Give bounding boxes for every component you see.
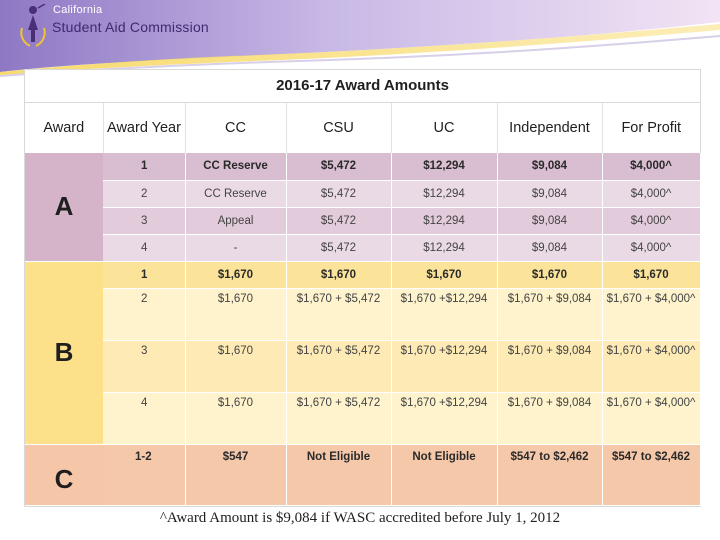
column-header-cc: CC xyxy=(185,102,286,153)
for-profit-cell: $4,000^ xyxy=(602,234,700,261)
for-profit-cell: $1,670 xyxy=(602,261,700,288)
table-row xyxy=(25,180,700,207)
independent-cell: $9,084 xyxy=(497,234,602,261)
independent-cell: $1,670 xyxy=(497,261,602,288)
table-header-row xyxy=(25,102,700,153)
table-row xyxy=(25,153,700,180)
award-table-container xyxy=(24,69,701,507)
table-row xyxy=(25,444,700,505)
independent-cell: $1,670 + $9,084 xyxy=(497,392,602,444)
csu-cell: $1,670 + $5,472 xyxy=(286,288,391,340)
cc-cell: - xyxy=(185,234,286,261)
column-header-award-year: Award Year xyxy=(103,102,185,153)
for-profit-cell: $1,670 + $4,000^ xyxy=(602,392,700,444)
uc-cell: $1,670 xyxy=(391,261,497,288)
uc-cell: $1,670 +$12,294 xyxy=(391,392,497,444)
award-year-cell: 3 xyxy=(103,207,185,234)
cc-cell: $1,670 xyxy=(185,261,286,288)
csu-cell: $5,472 xyxy=(286,180,391,207)
cc-cell: CC Reserve xyxy=(185,153,286,180)
award-label-b: B xyxy=(25,261,103,444)
cc-cell: CC Reserve xyxy=(185,180,286,207)
column-header-csu: CSU xyxy=(286,102,391,153)
table-row xyxy=(25,207,700,234)
column-header-uc: UC xyxy=(391,102,497,153)
uc-cell: $1,670 +$12,294 xyxy=(391,340,497,392)
cc-cell: $1,670 xyxy=(185,288,286,340)
uc-cell: Not Eligible xyxy=(391,444,497,505)
table-title-row xyxy=(25,70,700,102)
banner-swoosh xyxy=(0,0,720,80)
csu-cell: $1,670 + $5,472 xyxy=(286,392,391,444)
csu-cell: $1,670 xyxy=(286,261,391,288)
csu-cell: Not Eligible xyxy=(286,444,391,505)
table-row xyxy=(25,340,700,392)
award-year-cell: 3 xyxy=(103,340,185,392)
table-row xyxy=(25,288,700,340)
award-label-a: A xyxy=(25,153,103,261)
independent-cell: $9,084 xyxy=(497,153,602,180)
footnote: ^Award Amount is $9,084 if WASC accredited before July 1, 2012 xyxy=(159,510,561,526)
column-header-award: Award xyxy=(25,102,103,153)
award-year-cell: 1 xyxy=(103,261,185,288)
award-year-cell: 2 xyxy=(103,180,185,207)
column-header-for-profit: For Profit xyxy=(621,119,682,136)
for-profit-cell: $1,670 + $4,000^ xyxy=(602,288,700,340)
csu-cell: $5,472 xyxy=(286,207,391,234)
uc-cell: $12,294 xyxy=(391,207,497,234)
uc-cell: $1,670 +$12,294 xyxy=(391,288,497,340)
org-name-line2: Student Aid Commission xyxy=(52,19,209,35)
for-profit-cell: $4,000^ xyxy=(602,207,700,234)
uc-cell: $12,294 xyxy=(391,180,497,207)
independent-cell: $1,670 + $9,084 xyxy=(497,340,602,392)
csu-cell: $5,472 xyxy=(286,153,391,180)
award-year-cell: 1 xyxy=(103,153,185,180)
for-profit-cell: $4,000^ xyxy=(602,180,700,207)
uc-cell: $12,294 xyxy=(391,153,497,180)
header-banner xyxy=(0,0,720,80)
org-name-line1: California xyxy=(53,4,103,16)
independent-cell: $9,084 xyxy=(497,180,602,207)
column-header-independent: Independent xyxy=(497,102,602,153)
for-profit-cell: $547 to $2,462 xyxy=(602,444,700,505)
csu-cell: $5,472 xyxy=(286,234,391,261)
cc-cell: $1,670 xyxy=(185,392,286,444)
independent-cell: $547 to $2,462 xyxy=(497,444,602,505)
table-row xyxy=(25,234,700,261)
award-year-cell: 2 xyxy=(103,288,185,340)
award-year-cell: 4 xyxy=(103,234,185,261)
award-year-cell: 1-2 xyxy=(103,444,185,505)
award-amounts-table xyxy=(25,70,701,506)
uc-cell: $12,294 xyxy=(391,234,497,261)
table-title: 2016-17 Award Amounts xyxy=(25,70,700,102)
cc-cell: $1,670 xyxy=(185,340,286,392)
csu-cell: $1,670 + $5,472 xyxy=(286,340,391,392)
cc-cell: Appeal xyxy=(185,207,286,234)
award-year-cell: 4 xyxy=(103,392,185,444)
independent-cell: $9,084 xyxy=(497,207,602,234)
cc-cell: $547 xyxy=(185,444,286,505)
commission-logo-icon xyxy=(18,4,48,48)
independent-cell: $1,670 + $9,084 xyxy=(497,288,602,340)
table-row xyxy=(25,392,700,444)
for-profit-cell: $1,670 + $4,000^ xyxy=(602,340,700,392)
table-row xyxy=(25,261,700,288)
award-label-c: C xyxy=(25,444,103,505)
for-profit-cell: $4,000^ xyxy=(602,153,700,180)
